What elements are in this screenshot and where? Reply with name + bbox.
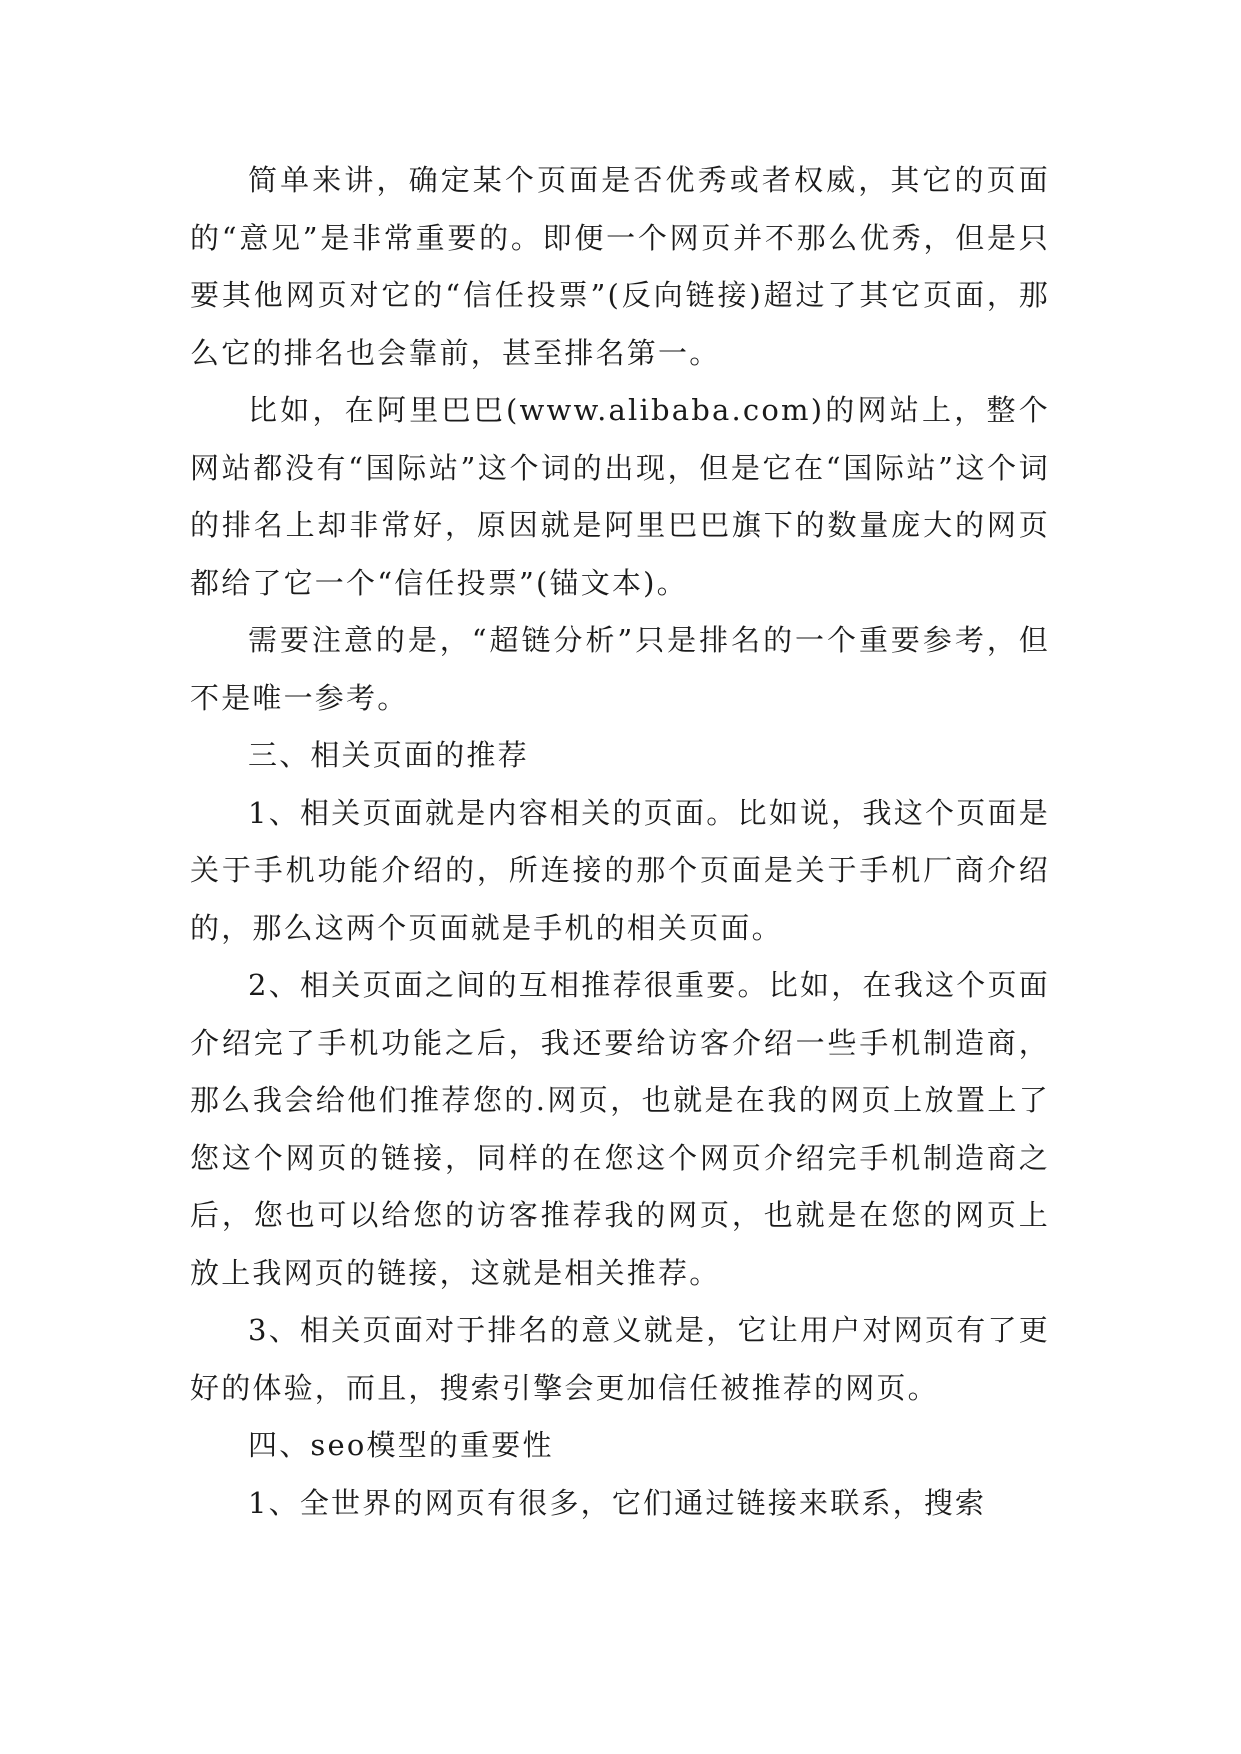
paragraph-web-links: 1、全世界的网页有很多，它们通过链接来联系，搜索 — [248, 1485, 987, 1520]
paragraph-authority-opinion: 简单来讲，确定某个页面是否优秀或者权威，其它的页面的“意见”是非常重要的。即便一个网页并不那么优秀，但是只要其他网页对它的“信任投票”(反向链接)超过了其它页面，那么它的排名也会靠前，甚至排名第一。 — [190, 163, 1050, 370]
paragraph-alibaba-example: 比如，在阿里巴巴(www.alibaba.com)的网站上，整个网站都没有“国际站”这个词的出现，但是它在“国际站”这个词的排名上却非常好，原因就是阿里巴巴旗下的数量庞大的网页都给了它一个“信任投票”(锚文本)。 — [190, 393, 1050, 600]
section-heading-seo-model: 四、seo模型的重要性 — [248, 1428, 554, 1462]
section-heading-related-pages: 三、相关页面的推荐 — [248, 738, 529, 772]
paragraph-related-pages-definition: 1、相关页面就是内容相关的页面。比如说，我这个页面是关于手机功能介绍的，所连接的那个页面是关于手机厂商介绍的，那么这两个页面就是手机的相关页面。 — [190, 795, 1050, 945]
document-body — [190, 152, 1050, 1532]
paragraph-related-pages-recommendation: 2、相关页面之间的互相推荐很重要。比如，在我这个页面介绍完了手机功能之后，我还要给访客介绍一些手机制造商，那么我会给他们推荐您的.网页，也就是在我的网页上放置上了您这个网页的链接，同样的在您这个网页介绍完手机制造商之后，您也可以给您的访客推荐我的网页，也就是在您的网页上放上我网页的链接，这就是相关推荐。 — [190, 968, 1050, 1290]
paragraph-related-pages-ranking: 3、相关页面对于排名的意义就是，它让用户对网页有了更好的体验，而且，搜索引擎会更加信任被推荐的网页。 — [190, 1313, 1050, 1405]
paragraph-hyperlink-note: 需要注意的是，“超链分析”只是排名的一个重要参考，但不是唯一参考。 — [190, 623, 1050, 715]
